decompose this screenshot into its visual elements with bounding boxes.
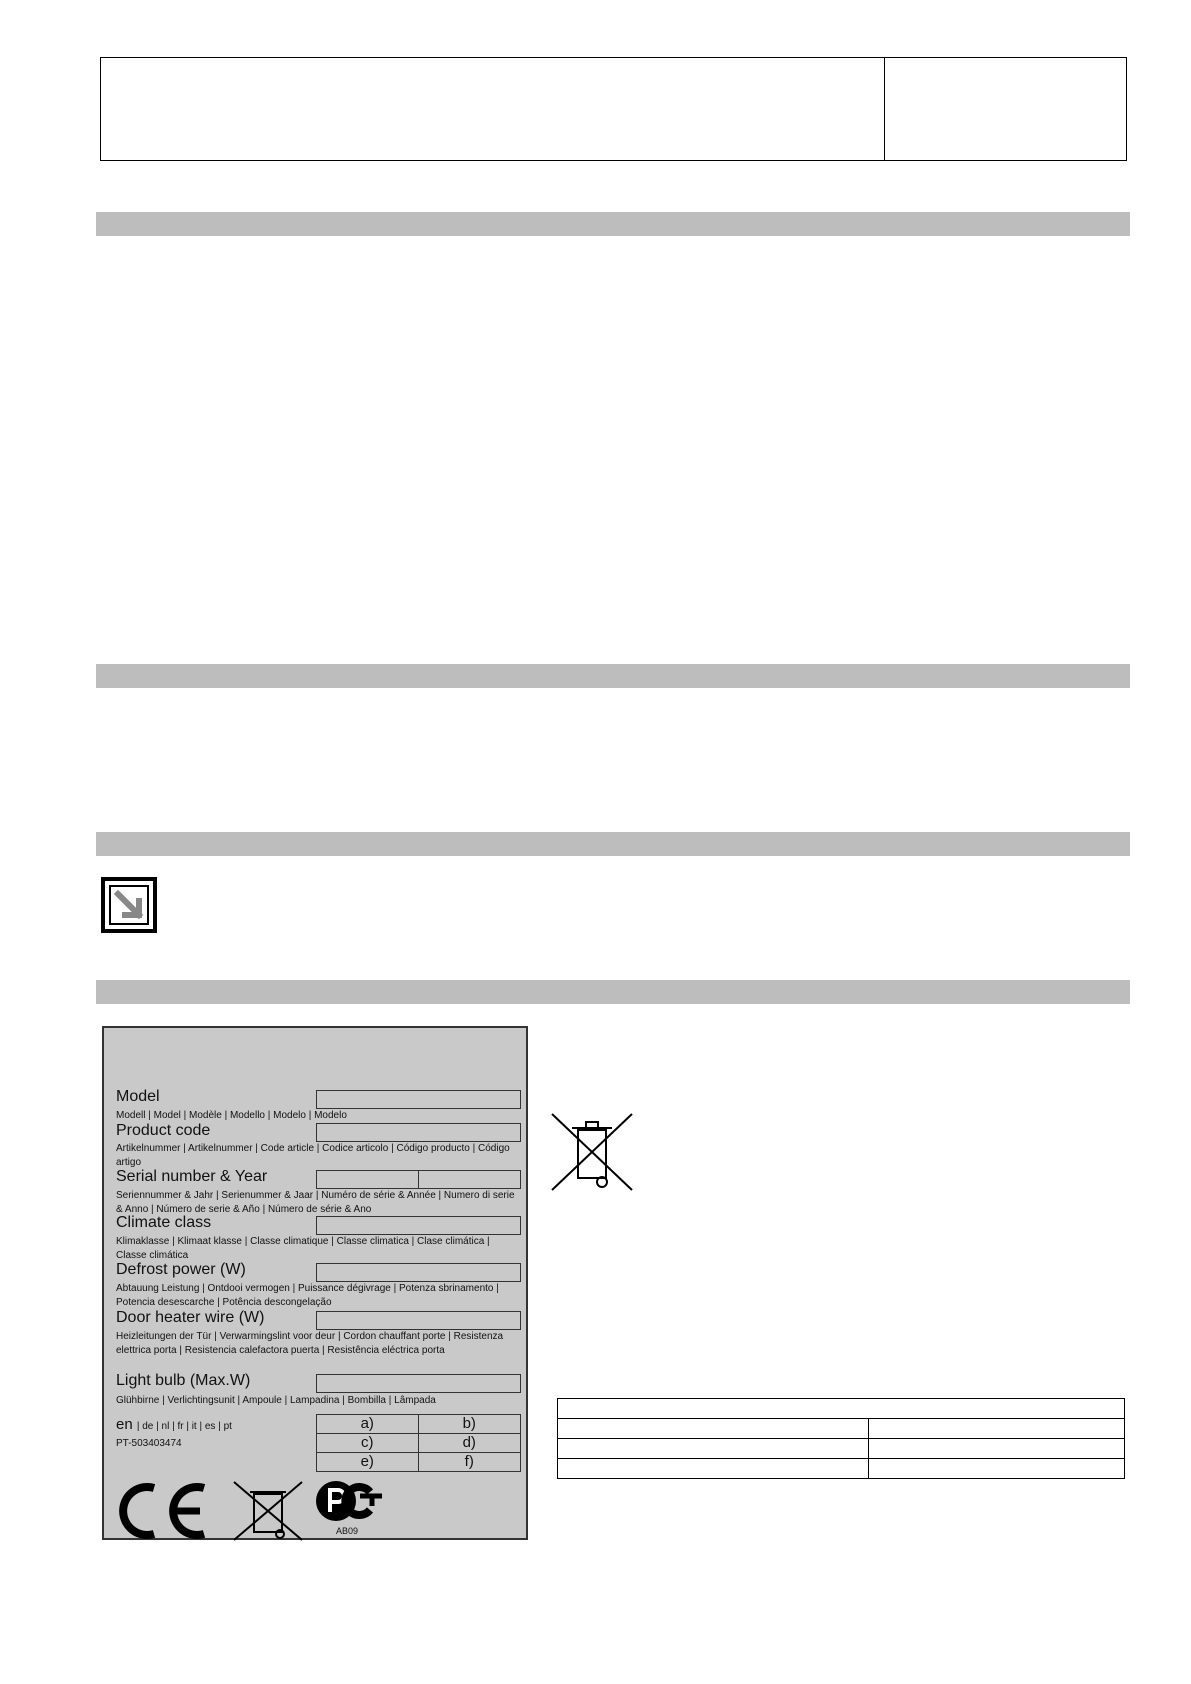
- table-cell: [869, 1459, 1125, 1479]
- table-row: [558, 1459, 1125, 1479]
- table-cell: [558, 1419, 869, 1439]
- ce-mark-icon: [114, 1480, 210, 1547]
- door-heater-field: [316, 1311, 521, 1330]
- table-cell: [558, 1399, 1125, 1419]
- climate-label: Climate class: [116, 1214, 212, 1231]
- model-translations: Modell | Model | Modèle | Modello | Modelo | Modelo: [116, 1110, 347, 1121]
- defrost-label: Defrost power (W): [116, 1261, 246, 1278]
- section-bar-3: [96, 832, 1130, 856]
- grid-cell: d): [419, 1434, 521, 1453]
- pct-mark-icon: [316, 1478, 382, 1529]
- door-heater-translations: Heizleitungen der Tür | Verwarmingslint voor deur | Cordon chauffant porte | Resistenza elettrica porta | Resistencia calefactora puerta | Resistência eléctrica porta: [116, 1331, 504, 1356]
- grid-cell: c): [317, 1434, 419, 1453]
- header-divider: [884, 57, 885, 161]
- arrow-down-right-icon: [101, 877, 157, 933]
- rating-plate: [102, 1026, 528, 1540]
- info-table: [557, 1398, 1125, 1479]
- product-code-field: [316, 1123, 521, 1142]
- light-bulb-field: [316, 1374, 521, 1393]
- table-row: [558, 1439, 1125, 1459]
- grid-cell: a): [317, 1415, 419, 1434]
- table-cell: [869, 1419, 1125, 1439]
- climate-field: [316, 1216, 521, 1235]
- table-row: [558, 1399, 1125, 1419]
- table-cell: [558, 1439, 869, 1459]
- serial-field: [316, 1170, 521, 1189]
- lang-main: en: [116, 1416, 133, 1433]
- climate-translations: Klimaklasse | Klimaat klasse | Classe climatique | Classe climatica | Clase climática | Classe climática: [116, 1236, 490, 1261]
- model-label: Model: [116, 1088, 160, 1105]
- grid-cell: e): [317, 1453, 419, 1471]
- serial-label: Serial number & Year: [116, 1168, 268, 1185]
- section-bar-2: [96, 664, 1130, 688]
- grid-cell: b): [419, 1415, 521, 1434]
- lang-rest: | de | nl | fr | it | es | pt: [136, 1421, 232, 1432]
- section-bar-1: [96, 212, 1130, 236]
- header-frame: [100, 57, 1127, 161]
- table-row: [558, 1419, 1125, 1439]
- door-heater-label: Door heater wire (W): [116, 1309, 265, 1326]
- serial-translations: Seriennummer & Jahr | Serienummer & Jaar | Numéro de série & Année | Numero di serie & Anno | Número de serie & Año | Número de série & Ano: [116, 1190, 515, 1215]
- crossed-out-bin-icon: [232, 1480, 304, 1547]
- defrost-translations: Abtauung Leistung | Ontdooi vermogen | Puissance dégivrage | Potenza sbrinamento | Potencia desescarche | Potência descongelação: [116, 1283, 499, 1308]
- product-code-label: Product code: [116, 1122, 211, 1139]
- language-codes: [116, 1416, 232, 1433]
- table-cell: [558, 1459, 869, 1479]
- crossed-out-bin-icon: [550, 1112, 634, 1197]
- marking-grid: [316, 1414, 521, 1472]
- section-bar-4: [96, 980, 1130, 1004]
- table-cell: [869, 1439, 1125, 1459]
- mark-code: AB09: [336, 1526, 359, 1536]
- defrost-field: [316, 1263, 521, 1282]
- model-field: [316, 1090, 521, 1109]
- light-bulb-translations: Glühbirne | Verlichtingsunit | Ampoule | Lampadina | Bombilla | Lâmpada: [116, 1395, 436, 1406]
- part-number: PT-503403474: [116, 1438, 182, 1449]
- product-code-translations: Artikelnummer | Artikelnummer | Code article | Codice articolo | Código producto | Código artigo: [116, 1143, 510, 1168]
- light-bulb-label: Light bulb (Max.W): [116, 1372, 251, 1389]
- grid-cell: f): [464, 1453, 474, 1470]
